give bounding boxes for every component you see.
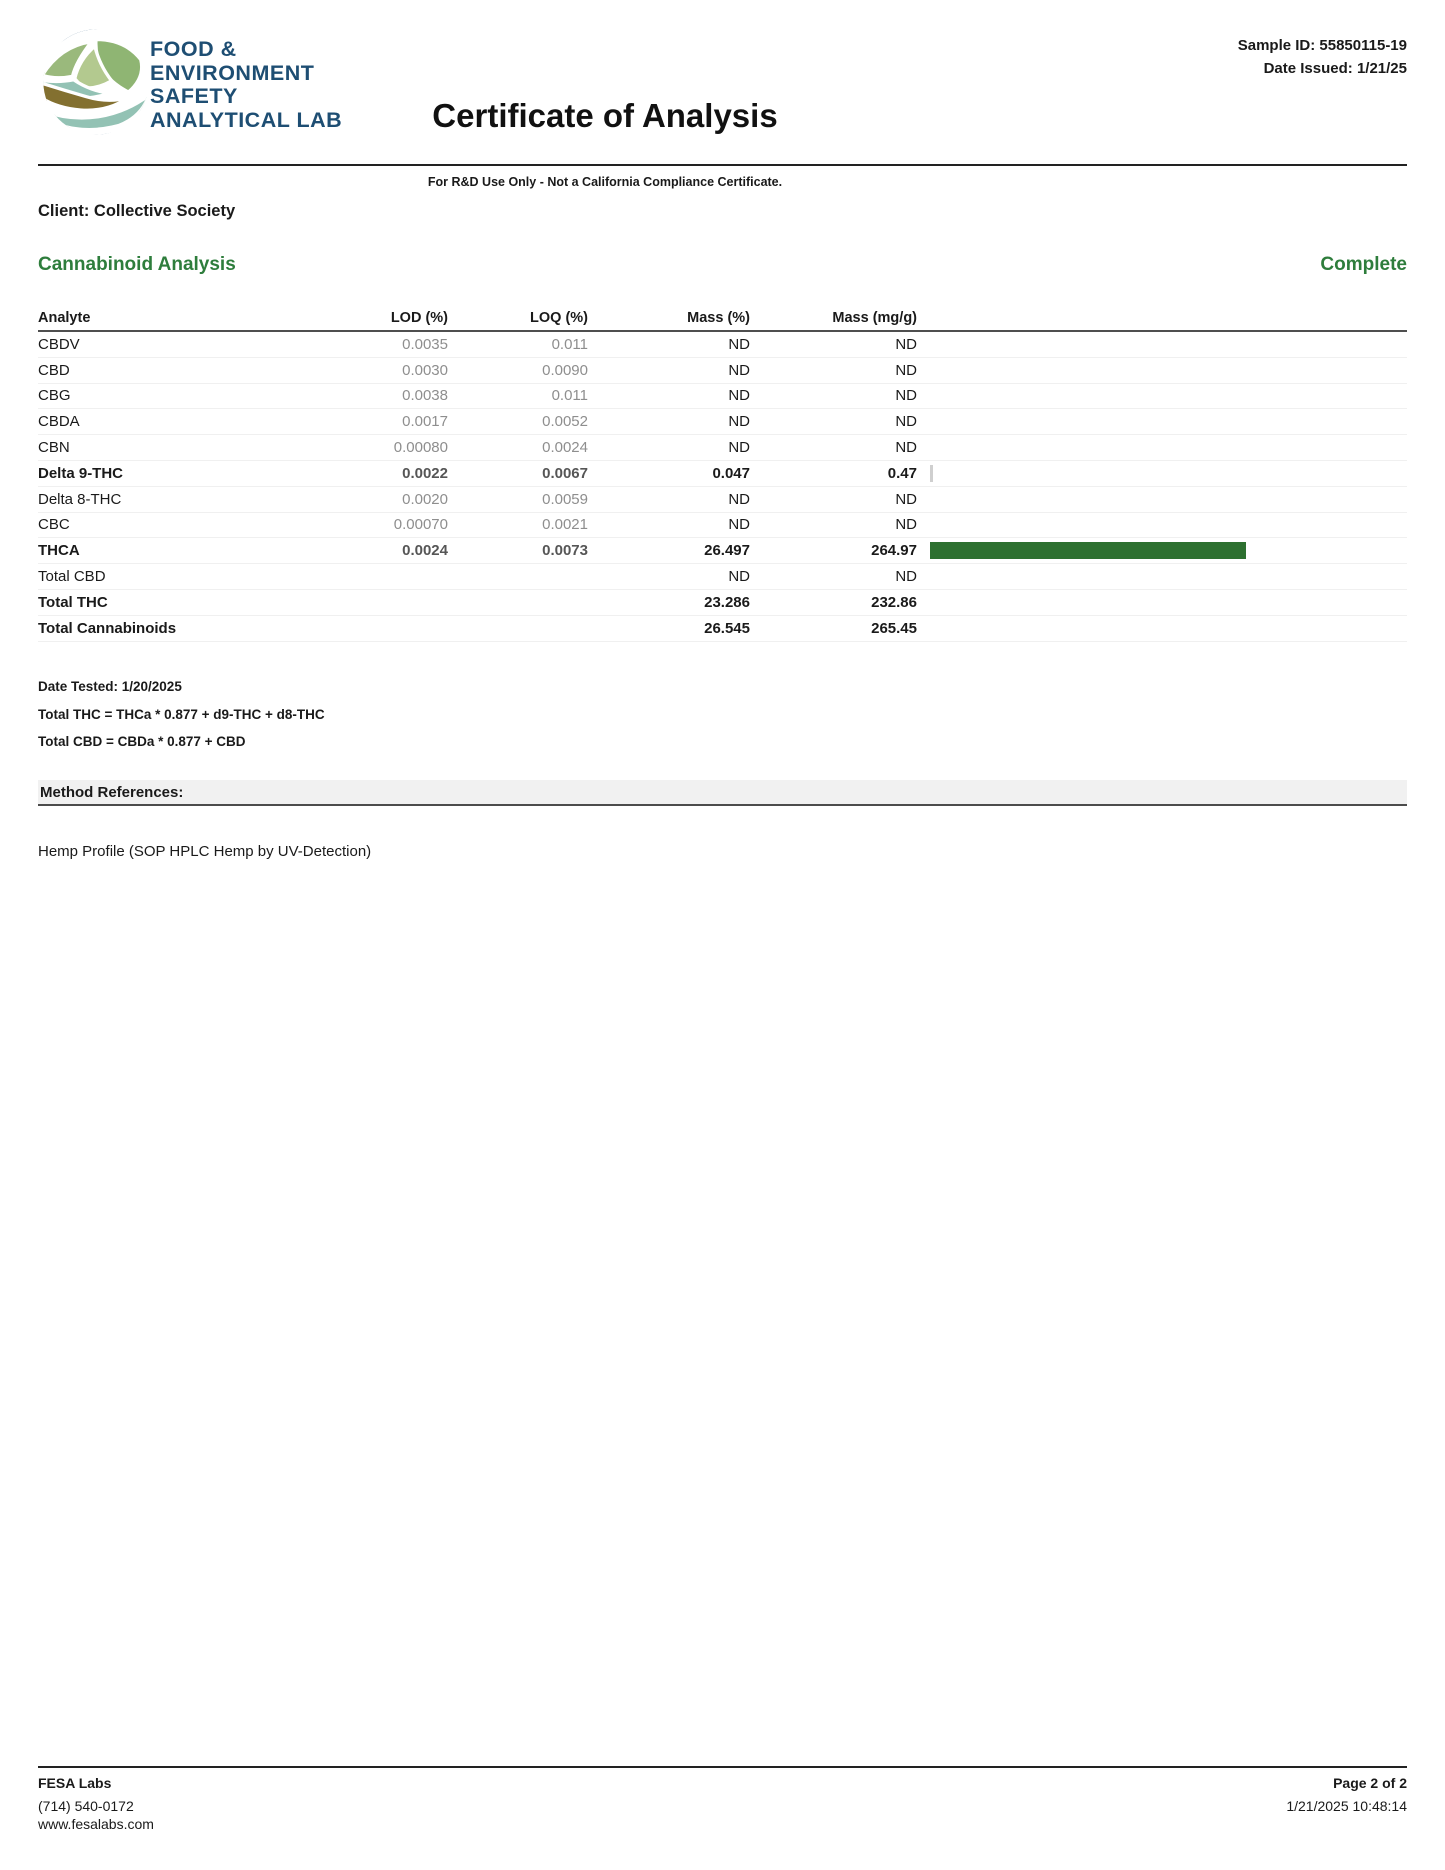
- mass-bar: [930, 465, 933, 482]
- section-header: [38, 254, 1407, 276]
- mass-mgg-cell: 264.97: [871, 542, 917, 560]
- mass-pct-cell: 0.047: [712, 464, 750, 482]
- document-title: Certificate of Analysis: [432, 97, 778, 134]
- table-row: [38, 461, 1407, 487]
- mass-mgg-cell: ND: [895, 439, 917, 457]
- analyte-cell: Delta 8-THC: [38, 490, 122, 508]
- table-row: [38, 590, 1407, 616]
- table-header-row: [38, 304, 1407, 332]
- mass-mgg-cell: ND: [895, 387, 917, 405]
- footer-website: www.fesalabs.com: [38, 1816, 154, 1832]
- analyte-cell: Total THC: [38, 593, 108, 611]
- footer-lab-name: FESA Labs: [38, 1775, 112, 1791]
- mass-mgg-cell: 0.47: [887, 464, 917, 482]
- mass-mgg-cell: ND: [895, 490, 917, 508]
- analysis-table-body: [38, 332, 1407, 642]
- table-row: [38, 538, 1407, 564]
- section-title: Cannabinoid Analysis: [38, 254, 236, 275]
- bar-cell: [930, 435, 1407, 460]
- footer-page-info: [1286, 1774, 1407, 1815]
- wordmark-line-2: ENVIRONMENT: [150, 60, 315, 85]
- mass-pct-cell: ND: [728, 387, 750, 405]
- method-references-band: [38, 780, 1407, 806]
- status-badge: Complete: [1320, 254, 1407, 275]
- mass-mgg-cell: ND: [895, 516, 917, 534]
- mass-bar: [930, 542, 1246, 559]
- mass-pct-cell: ND: [728, 568, 750, 586]
- loq-cell: 0.011: [551, 387, 588, 405]
- loq-cell: 0.0059: [542, 490, 588, 508]
- analyte-cell: CBD: [38, 361, 70, 379]
- analyte-cell: Delta 9-THC: [38, 464, 124, 482]
- analyte-cell: CBG: [38, 387, 71, 405]
- footer-divider: [38, 1766, 1407, 1768]
- mass-pct-cell: ND: [728, 490, 750, 508]
- column-header-loq: LOQ (%): [530, 310, 588, 326]
- analyte-cell: THCA: [38, 542, 80, 560]
- loq-cell: 0.0073: [542, 542, 588, 560]
- mass-pct-cell: ND: [728, 335, 750, 353]
- mass-pct-cell: ND: [728, 516, 750, 534]
- client-name: Client: Collective Society: [38, 202, 236, 220]
- bar-cell: [930, 358, 1407, 383]
- bar-cell: [930, 409, 1407, 434]
- date-issued: Date Issued: 1/21/25: [1263, 60, 1407, 77]
- total-cbd-formula: Total CBD = CBDa * 0.877 + CBD: [38, 734, 246, 749]
- footer-timestamp: 1/21/2025 10:48:14: [1286, 1797, 1407, 1814]
- column-header-mass-pct: Mass (%): [687, 310, 750, 326]
- bar-cell: [930, 564, 1407, 589]
- analyte-cell: CBC: [38, 516, 70, 534]
- table-row: [38, 616, 1407, 642]
- mass-pct-cell: ND: [728, 439, 750, 457]
- title-divider: [38, 164, 1407, 166]
- mass-mgg-cell: ND: [895, 361, 917, 379]
- mass-pct-cell: 23.286: [704, 593, 750, 611]
- sample-id: Sample ID: 55850115-19: [1237, 37, 1407, 54]
- cannabinoid-table: [38, 304, 1407, 642]
- mass-pct-cell: ND: [728, 361, 750, 379]
- analyte-cell: Total Cannabinoids: [38, 619, 177, 637]
- bar-cell: [930, 332, 1407, 357]
- loq-cell: 0.0052: [542, 413, 588, 431]
- table-row: [38, 564, 1407, 590]
- lod-cell: 0.0017: [402, 413, 448, 431]
- mass-mgg-cell: ND: [895, 413, 917, 431]
- analyte-cell: Total CBD: [38, 568, 106, 586]
- mass-mgg-cell: ND: [895, 568, 917, 586]
- lod-cell: 0.0030: [402, 361, 448, 379]
- footer-page-number: Page 2 of 2: [1333, 1775, 1407, 1791]
- analyte-cell: CBDV: [38, 335, 80, 353]
- loq-cell: 0.0090: [542, 361, 588, 379]
- lod-cell: 0.0038: [402, 387, 448, 405]
- analyte-cell: CBDA: [38, 413, 80, 431]
- column-header-mass-mgg: Mass (mg/g): [832, 310, 917, 326]
- mass-mgg-cell: 232.86: [871, 593, 917, 611]
- table-row: [38, 409, 1407, 435]
- lod-cell: 0.0020: [402, 490, 448, 508]
- table-row: [38, 332, 1407, 358]
- loq-cell: 0.0021: [542, 516, 588, 534]
- table-row: [38, 435, 1407, 461]
- bar-cell: [930, 538, 1407, 563]
- total-thc-formula: Total THC = THCa * 0.877 + d9-THC + d8-THC: [38, 706, 325, 722]
- mass-pct-cell: 26.545: [704, 619, 750, 637]
- mass-pct-cell: 26.497: [704, 542, 750, 560]
- lod-cell: 0.0022: [402, 464, 448, 482]
- sample-meta: [1238, 34, 1407, 80]
- bar-cell: [930, 384, 1407, 409]
- footer-lab-info: [38, 1774, 154, 1834]
- column-header-bar-spacer: [930, 304, 1407, 326]
- lod-cell: 0.00080: [393, 439, 448, 457]
- bar-cell: [930, 616, 1407, 641]
- analysis-notes: [38, 679, 325, 762]
- column-header-analyte: Analyte: [38, 310, 91, 326]
- bar-cell: [930, 513, 1407, 538]
- lod-cell: 0.0024: [402, 542, 448, 560]
- loq-cell: 0.0024: [542, 439, 588, 457]
- column-header-lod: LOD (%): [390, 310, 448, 326]
- compliance-disclaimer: For R&D Use Only - Not a California Compliance Certificate.: [427, 175, 783, 189]
- method-reference-item: Hemp Profile (SOP HPLC Hemp by UV-Detection): [38, 843, 372, 860]
- bar-cell: [930, 461, 1407, 486]
- method-references-heading: Method References:: [40, 784, 184, 801]
- table-row: [38, 384, 1407, 410]
- table-row: [38, 513, 1407, 539]
- lod-cell: 0.00070: [393, 516, 448, 534]
- bar-cell: [930, 487, 1407, 512]
- wordmark-line-3: SAFETY: [150, 84, 238, 108]
- loq-cell: 0.0067: [542, 464, 588, 482]
- table-row: [38, 487, 1407, 513]
- wordmark-line-4: ANALYTICAL LAB: [150, 107, 343, 132]
- wordmark-line-1: FOOD &: [150, 37, 237, 61]
- date-tested: Date Tested: 1/20/2025: [38, 679, 182, 694]
- mass-mgg-cell: ND: [895, 335, 917, 353]
- table-row: [38, 358, 1407, 384]
- footer-phone: (714) 540-0172: [38, 1797, 134, 1814]
- analyte-cell: CBN: [38, 439, 70, 457]
- lod-cell: 0.0035: [402, 335, 448, 353]
- mass-mgg-cell: 265.45: [871, 619, 917, 637]
- loq-cell: 0.011: [551, 335, 588, 353]
- mass-pct-cell: ND: [728, 413, 750, 431]
- bar-cell: [930, 590, 1407, 615]
